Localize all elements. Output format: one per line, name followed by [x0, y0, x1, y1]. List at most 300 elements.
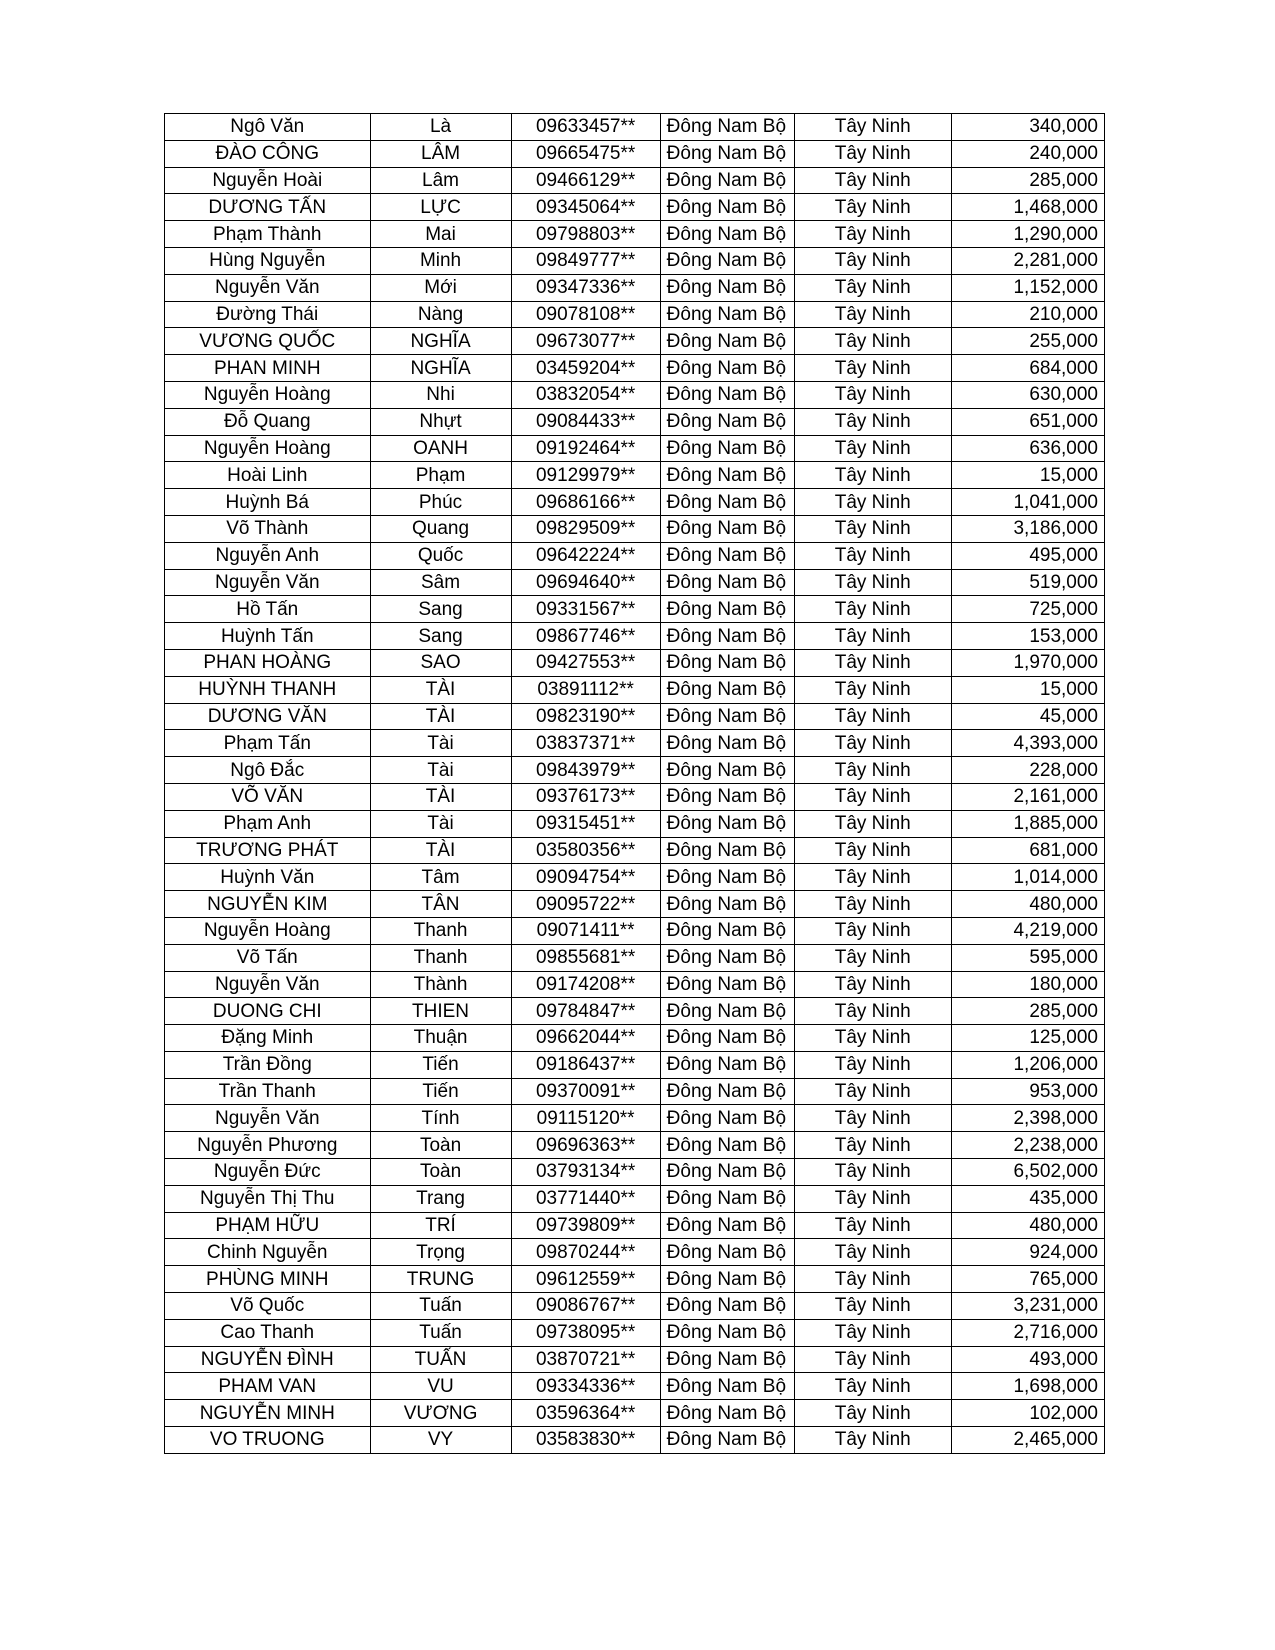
- ten-cell: Thanh: [370, 944, 511, 971]
- region-cell: Đông Nam Bộ: [660, 515, 794, 542]
- table-row: [165, 730, 1105, 757]
- amount-cell: 255,000: [951, 328, 1104, 355]
- table-row: [165, 1051, 1105, 1078]
- phone-cell: 09095722**: [511, 891, 660, 918]
- province-cell: Tây Ninh: [794, 328, 951, 355]
- ho-dem-cell: Đặng Minh: [165, 1025, 371, 1052]
- phone-cell: 09739809**: [511, 1212, 660, 1239]
- province-cell: Tây Ninh: [794, 542, 951, 569]
- phone-cell: 09696363**: [511, 1132, 660, 1159]
- table-row: [165, 1105, 1105, 1132]
- ten-cell: Lâm: [370, 167, 511, 194]
- amount-cell: 4,219,000: [951, 917, 1104, 944]
- amount-cell: 45,000: [951, 703, 1104, 730]
- phone-cell: 09186437**: [511, 1051, 660, 1078]
- ten-cell: Quang: [370, 515, 511, 542]
- region-cell: Đông Nam Bộ: [660, 1132, 794, 1159]
- ten-cell: Tâm: [370, 864, 511, 891]
- ho-dem-cell: ĐÀO CÔNG: [165, 140, 371, 167]
- ten-cell: LÂM: [370, 140, 511, 167]
- table-row: [165, 917, 1105, 944]
- province-cell: Tây Ninh: [794, 1185, 951, 1212]
- province-cell: Tây Ninh: [794, 623, 951, 650]
- ten-cell: VY: [370, 1427, 511, 1454]
- table-row: [165, 783, 1105, 810]
- amount-cell: 2,238,000: [951, 1132, 1104, 1159]
- region-cell: Đông Nam Bộ: [660, 757, 794, 784]
- province-cell: Tây Ninh: [794, 221, 951, 248]
- region-cell: Đông Nam Bộ: [660, 542, 794, 569]
- province-cell: Tây Ninh: [794, 917, 951, 944]
- ten-cell: TUẤN: [370, 1346, 511, 1373]
- province-cell: Tây Ninh: [794, 1266, 951, 1293]
- amount-cell: 3,231,000: [951, 1293, 1104, 1320]
- phone-cell: 09347336**: [511, 274, 660, 301]
- amount-cell: 493,000: [951, 1346, 1104, 1373]
- phone-cell: 03771440**: [511, 1185, 660, 1212]
- amount-cell: 180,000: [951, 971, 1104, 998]
- province-cell: Tây Ninh: [794, 140, 951, 167]
- amount-cell: 6,502,000: [951, 1159, 1104, 1186]
- table-row: [165, 569, 1105, 596]
- region-cell: Đông Nam Bộ: [660, 730, 794, 757]
- region-cell: Đông Nam Bộ: [660, 917, 794, 944]
- table-row: [165, 864, 1105, 891]
- province-cell: Tây Ninh: [794, 1132, 951, 1159]
- ho-dem-cell: DUONG CHI: [165, 998, 371, 1025]
- phone-cell: 09334336**: [511, 1373, 660, 1400]
- region-cell: Đông Nam Bộ: [660, 328, 794, 355]
- region-cell: Đông Nam Bộ: [660, 114, 794, 141]
- ten-cell: Tuấn: [370, 1319, 511, 1346]
- region-cell: Đông Nam Bộ: [660, 1427, 794, 1454]
- table-row: [165, 542, 1105, 569]
- table-row: [165, 837, 1105, 864]
- table-row: [165, 381, 1105, 408]
- region-cell: Đông Nam Bộ: [660, 194, 794, 221]
- province-cell: Tây Ninh: [794, 1105, 951, 1132]
- phone-cell: 03459204**: [511, 355, 660, 382]
- amount-cell: 651,000: [951, 408, 1104, 435]
- table-row: [165, 1346, 1105, 1373]
- table-row: [165, 623, 1105, 650]
- table-row: [165, 1319, 1105, 1346]
- province-cell: Tây Ninh: [794, 649, 951, 676]
- ho-dem-cell: Nguyễn Hoàng: [165, 435, 371, 462]
- ten-cell: Trọng: [370, 1239, 511, 1266]
- ten-cell: TÀI: [370, 783, 511, 810]
- table-row: [165, 1400, 1105, 1427]
- ho-dem-cell: HUỲNH THANH: [165, 676, 371, 703]
- table-row: [165, 1373, 1105, 1400]
- region-cell: Đông Nam Bộ: [660, 1105, 794, 1132]
- phone-cell: 09867746**: [511, 623, 660, 650]
- phone-cell: 09084433**: [511, 408, 660, 435]
- region-cell: Đông Nam Bộ: [660, 837, 794, 864]
- phone-cell: 09466129**: [511, 167, 660, 194]
- province-cell: Tây Ninh: [794, 810, 951, 837]
- amount-cell: 2,281,000: [951, 247, 1104, 274]
- phone-cell: 09094754**: [511, 864, 660, 891]
- region-cell: Đông Nam Bộ: [660, 1319, 794, 1346]
- region-cell: Đông Nam Bộ: [660, 998, 794, 1025]
- ho-dem-cell: VÕ VĂN: [165, 783, 371, 810]
- region-cell: Đông Nam Bộ: [660, 462, 794, 489]
- amount-cell: 2,716,000: [951, 1319, 1104, 1346]
- phone-cell: 03837371**: [511, 730, 660, 757]
- province-cell: Tây Ninh: [794, 1078, 951, 1105]
- province-cell: Tây Ninh: [794, 1025, 951, 1052]
- province-cell: Tây Ninh: [794, 167, 951, 194]
- ho-dem-cell: Hồ Tấn: [165, 596, 371, 623]
- ho-dem-cell: Nguyễn Hoài: [165, 167, 371, 194]
- phone-cell: 09115120**: [511, 1105, 660, 1132]
- ho-dem-cell: Võ Quốc: [165, 1293, 371, 1320]
- ten-cell: Sâm: [370, 569, 511, 596]
- phone-cell: 09129979**: [511, 462, 660, 489]
- table-row: [165, 221, 1105, 248]
- ho-dem-cell: Phạm Tấn: [165, 730, 371, 757]
- phone-cell: 09823190**: [511, 703, 660, 730]
- ho-dem-cell: Nguyễn Văn: [165, 569, 371, 596]
- province-cell: Tây Ninh: [794, 301, 951, 328]
- amount-cell: 2,161,000: [951, 783, 1104, 810]
- ho-dem-cell: Đỗ Quang: [165, 408, 371, 435]
- phone-cell: 09078108**: [511, 301, 660, 328]
- phone-cell: 09071411**: [511, 917, 660, 944]
- amount-cell: 1,041,000: [951, 489, 1104, 516]
- ten-cell: TÀI: [370, 837, 511, 864]
- ho-dem-cell: Nguyễn Phương: [165, 1132, 371, 1159]
- region-cell: Đông Nam Bộ: [660, 408, 794, 435]
- region-cell: Đông Nam Bộ: [660, 381, 794, 408]
- phone-cell: 09642224**: [511, 542, 660, 569]
- ten-cell: Nhi: [370, 381, 511, 408]
- ten-cell: Tài: [370, 757, 511, 784]
- ho-dem-cell: Trần Thanh: [165, 1078, 371, 1105]
- amount-cell: 210,000: [951, 301, 1104, 328]
- province-cell: Tây Ninh: [794, 462, 951, 489]
- table-row: [165, 703, 1105, 730]
- ho-dem-cell: Huỳnh Văn: [165, 864, 371, 891]
- amount-cell: 519,000: [951, 569, 1104, 596]
- ho-dem-cell: Nguyễn Hoàng: [165, 917, 371, 944]
- province-cell: Tây Ninh: [794, 1293, 951, 1320]
- table-row: [165, 355, 1105, 382]
- ten-cell: Phạm: [370, 462, 511, 489]
- phone-cell: 09686166**: [511, 489, 660, 516]
- phone-cell: 09662044**: [511, 1025, 660, 1052]
- province-cell: Tây Ninh: [794, 569, 951, 596]
- amount-cell: 1,014,000: [951, 864, 1104, 891]
- phone-cell: 09370091**: [511, 1078, 660, 1105]
- region-cell: Đông Nam Bộ: [660, 301, 794, 328]
- table-row: [165, 649, 1105, 676]
- amount-cell: 1,970,000: [951, 649, 1104, 676]
- phone-cell: 09798803**: [511, 221, 660, 248]
- phone-cell: 03832054**: [511, 381, 660, 408]
- province-cell: Tây Ninh: [794, 837, 951, 864]
- province-cell: Tây Ninh: [794, 783, 951, 810]
- amount-cell: 924,000: [951, 1239, 1104, 1266]
- province-cell: Tây Ninh: [794, 730, 951, 757]
- ten-cell: Nàng: [370, 301, 511, 328]
- region-cell: Đông Nam Bộ: [660, 167, 794, 194]
- province-cell: Tây Ninh: [794, 676, 951, 703]
- province-cell: Tây Ninh: [794, 247, 951, 274]
- province-cell: Tây Ninh: [794, 703, 951, 730]
- ten-cell: Tiến: [370, 1051, 511, 1078]
- table-row: [165, 1212, 1105, 1239]
- province-cell: Tây Ninh: [794, 596, 951, 623]
- amount-cell: 480,000: [951, 891, 1104, 918]
- region-cell: Đông Nam Bộ: [660, 1266, 794, 1293]
- table-row: [165, 971, 1105, 998]
- ten-cell: Quốc: [370, 542, 511, 569]
- ten-cell: Mới: [370, 274, 511, 301]
- region-cell: Đông Nam Bộ: [660, 864, 794, 891]
- amount-cell: 2,398,000: [951, 1105, 1104, 1132]
- ten-cell: Tuấn: [370, 1293, 511, 1320]
- province-cell: Tây Ninh: [794, 971, 951, 998]
- ho-dem-cell: Phạm Thành: [165, 221, 371, 248]
- phone-cell: 09345064**: [511, 194, 660, 221]
- table-row: [165, 1239, 1105, 1266]
- ho-dem-cell: Ngô Đắc: [165, 757, 371, 784]
- table-row: [165, 408, 1105, 435]
- ho-dem-cell: Chinh Nguyễn: [165, 1239, 371, 1266]
- region-cell: Đông Nam Bộ: [660, 1159, 794, 1186]
- amount-cell: 1,152,000: [951, 274, 1104, 301]
- table-row: [165, 274, 1105, 301]
- province-cell: Tây Ninh: [794, 1319, 951, 1346]
- region-cell: Đông Nam Bộ: [660, 891, 794, 918]
- phone-cell: 09673077**: [511, 328, 660, 355]
- ten-cell: Mai: [370, 221, 511, 248]
- amount-cell: 1,468,000: [951, 194, 1104, 221]
- data-table: [164, 113, 1105, 1454]
- phone-cell: 09738095**: [511, 1319, 660, 1346]
- amount-cell: 684,000: [951, 355, 1104, 382]
- ho-dem-cell: NGUYỄN KIM: [165, 891, 371, 918]
- ten-cell: TRUNG: [370, 1266, 511, 1293]
- ho-dem-cell: Nguyễn Anh: [165, 542, 371, 569]
- amount-cell: 153,000: [951, 623, 1104, 650]
- region-cell: Đông Nam Bộ: [660, 971, 794, 998]
- region-cell: Đông Nam Bộ: [660, 1346, 794, 1373]
- ho-dem-cell: Hùng Nguyễn: [165, 247, 371, 274]
- ho-dem-cell: VO TRUONG: [165, 1427, 371, 1454]
- province-cell: Tây Ninh: [794, 114, 951, 141]
- amount-cell: 681,000: [951, 837, 1104, 864]
- table-row: [165, 998, 1105, 1025]
- amount-cell: 2,465,000: [951, 1427, 1104, 1454]
- phone-cell: 09870244**: [511, 1239, 660, 1266]
- province-cell: Tây Ninh: [794, 381, 951, 408]
- region-cell: Đông Nam Bộ: [660, 649, 794, 676]
- amount-cell: 636,000: [951, 435, 1104, 462]
- ho-dem-cell: Phạm Anh: [165, 810, 371, 837]
- region-cell: Đông Nam Bộ: [660, 140, 794, 167]
- table-body: [165, 114, 1105, 1454]
- province-cell: Tây Ninh: [794, 435, 951, 462]
- region-cell: Đông Nam Bộ: [660, 810, 794, 837]
- table-row: [165, 1159, 1105, 1186]
- amount-cell: 595,000: [951, 944, 1104, 971]
- region-cell: Đông Nam Bộ: [660, 1212, 794, 1239]
- amount-cell: 285,000: [951, 998, 1104, 1025]
- ho-dem-cell: Nguyễn Đức: [165, 1159, 371, 1186]
- phone-cell: 09784847**: [511, 998, 660, 1025]
- phone-cell: 03870721**: [511, 1346, 660, 1373]
- table-row: [165, 596, 1105, 623]
- phone-cell: 03596364**: [511, 1400, 660, 1427]
- province-cell: Tây Ninh: [794, 1427, 951, 1454]
- phone-cell: 09086767**: [511, 1293, 660, 1320]
- region-cell: Đông Nam Bộ: [660, 623, 794, 650]
- amount-cell: 480,000: [951, 1212, 1104, 1239]
- province-cell: Tây Ninh: [794, 274, 951, 301]
- phone-cell: 09192464**: [511, 435, 660, 462]
- table-row: [165, 167, 1105, 194]
- ho-dem-cell: Huỳnh Tấn: [165, 623, 371, 650]
- table-row: [165, 114, 1105, 141]
- ten-cell: Phúc: [370, 489, 511, 516]
- ho-dem-cell: DƯƠNG TẤN: [165, 194, 371, 221]
- table-row: [165, 515, 1105, 542]
- province-cell: Tây Ninh: [794, 1373, 951, 1400]
- province-cell: Tây Ninh: [794, 489, 951, 516]
- province-cell: Tây Ninh: [794, 1051, 951, 1078]
- region-cell: Đông Nam Bộ: [660, 274, 794, 301]
- ten-cell: Tài: [370, 810, 511, 837]
- amount-cell: 15,000: [951, 676, 1104, 703]
- ho-dem-cell: Ngô Văn: [165, 114, 371, 141]
- ho-dem-cell: Võ Tấn: [165, 944, 371, 971]
- phone-cell: 09665475**: [511, 140, 660, 167]
- ho-dem-cell: PHẠM HỮU: [165, 1212, 371, 1239]
- ho-dem-cell: VƯƠNG QUỐC: [165, 328, 371, 355]
- phone-cell: 09829509**: [511, 515, 660, 542]
- ho-dem-cell: Trần Đồng: [165, 1051, 371, 1078]
- table-row: [165, 1132, 1105, 1159]
- region-cell: Đông Nam Bộ: [660, 1025, 794, 1052]
- ho-dem-cell: Nguyễn Văn: [165, 971, 371, 998]
- phone-cell: 09849777**: [511, 247, 660, 274]
- table-row: [165, 1266, 1105, 1293]
- amount-cell: 765,000: [951, 1266, 1104, 1293]
- region-cell: Đông Nam Bộ: [660, 1185, 794, 1212]
- ten-cell: Trang: [370, 1185, 511, 1212]
- province-cell: Tây Ninh: [794, 1346, 951, 1373]
- amount-cell: 240,000: [951, 140, 1104, 167]
- ten-cell: TÂN: [370, 891, 511, 918]
- ho-dem-cell: PHAN HOÀNG: [165, 649, 371, 676]
- province-cell: Tây Ninh: [794, 1159, 951, 1186]
- table-row: [165, 1185, 1105, 1212]
- ten-cell: Toàn: [370, 1159, 511, 1186]
- region-cell: Đông Nam Bộ: [660, 703, 794, 730]
- table-row: [165, 194, 1105, 221]
- table-row: [165, 435, 1105, 462]
- table-row: [165, 944, 1105, 971]
- province-cell: Tây Ninh: [794, 515, 951, 542]
- province-cell: Tây Ninh: [794, 757, 951, 784]
- ten-cell: Minh: [370, 247, 511, 274]
- amount-cell: 435,000: [951, 1185, 1104, 1212]
- ho-dem-cell: PHAN MINH: [165, 355, 371, 382]
- ho-dem-cell: Đường Thái: [165, 301, 371, 328]
- region-cell: Đông Nam Bộ: [660, 489, 794, 516]
- ho-dem-cell: Nguyễn Thị Thu: [165, 1185, 371, 1212]
- amount-cell: 125,000: [951, 1025, 1104, 1052]
- province-cell: Tây Ninh: [794, 355, 951, 382]
- region-cell: Đông Nam Bộ: [660, 435, 794, 462]
- table-row: [165, 328, 1105, 355]
- amount-cell: 3,186,000: [951, 515, 1104, 542]
- ten-cell: Toàn: [370, 1132, 511, 1159]
- amount-cell: 1,290,000: [951, 221, 1104, 248]
- region-cell: Đông Nam Bộ: [660, 783, 794, 810]
- phone-cell: 09331567**: [511, 596, 660, 623]
- amount-cell: 725,000: [951, 596, 1104, 623]
- phone-cell: 09376173**: [511, 783, 660, 810]
- region-cell: Đông Nam Bộ: [660, 676, 794, 703]
- ten-cell: OANH: [370, 435, 511, 462]
- ho-dem-cell: Hoài Linh: [165, 462, 371, 489]
- ten-cell: Nhựt: [370, 408, 511, 435]
- phone-cell: 09427553**: [511, 649, 660, 676]
- ho-dem-cell: NGUYỄN MINH: [165, 1400, 371, 1427]
- ho-dem-cell: Nguyễn Hoàng: [165, 381, 371, 408]
- region-cell: Đông Nam Bộ: [660, 1400, 794, 1427]
- phone-cell: 09633457**: [511, 114, 660, 141]
- amount-cell: 1,698,000: [951, 1373, 1104, 1400]
- table-row: [165, 1078, 1105, 1105]
- phone-cell: 03793134**: [511, 1159, 660, 1186]
- table-row: [165, 1025, 1105, 1052]
- table-row: [165, 757, 1105, 784]
- amount-cell: 4,393,000: [951, 730, 1104, 757]
- ten-cell: TÀI: [370, 676, 511, 703]
- ten-cell: VƯƠNG: [370, 1400, 511, 1427]
- amount-cell: 228,000: [951, 757, 1104, 784]
- amount-cell: 953,000: [951, 1078, 1104, 1105]
- ten-cell: VU: [370, 1373, 511, 1400]
- phone-cell: 09612559**: [511, 1266, 660, 1293]
- ho-dem-cell: PHAM VAN: [165, 1373, 371, 1400]
- ho-dem-cell: PHÙNG MINH: [165, 1266, 371, 1293]
- region-cell: Đông Nam Bộ: [660, 1373, 794, 1400]
- amount-cell: 495,000: [951, 542, 1104, 569]
- region-cell: Đông Nam Bộ: [660, 1293, 794, 1320]
- region-cell: Đông Nam Bộ: [660, 355, 794, 382]
- ten-cell: Sang: [370, 623, 511, 650]
- ho-dem-cell: Huỳnh Bá: [165, 489, 371, 516]
- ten-cell: Thành: [370, 971, 511, 998]
- ten-cell: SAO: [370, 649, 511, 676]
- province-cell: Tây Ninh: [794, 194, 951, 221]
- ten-cell: TRÍ: [370, 1212, 511, 1239]
- phone-cell: 03891112**: [511, 676, 660, 703]
- region-cell: Đông Nam Bộ: [660, 247, 794, 274]
- ten-cell: THIEN: [370, 998, 511, 1025]
- province-cell: Tây Ninh: [794, 944, 951, 971]
- region-cell: Đông Nam Bộ: [660, 1051, 794, 1078]
- ho-dem-cell: Nguyễn Văn: [165, 1105, 371, 1132]
- table-row: [165, 1293, 1105, 1320]
- region-cell: Đông Nam Bộ: [660, 1239, 794, 1266]
